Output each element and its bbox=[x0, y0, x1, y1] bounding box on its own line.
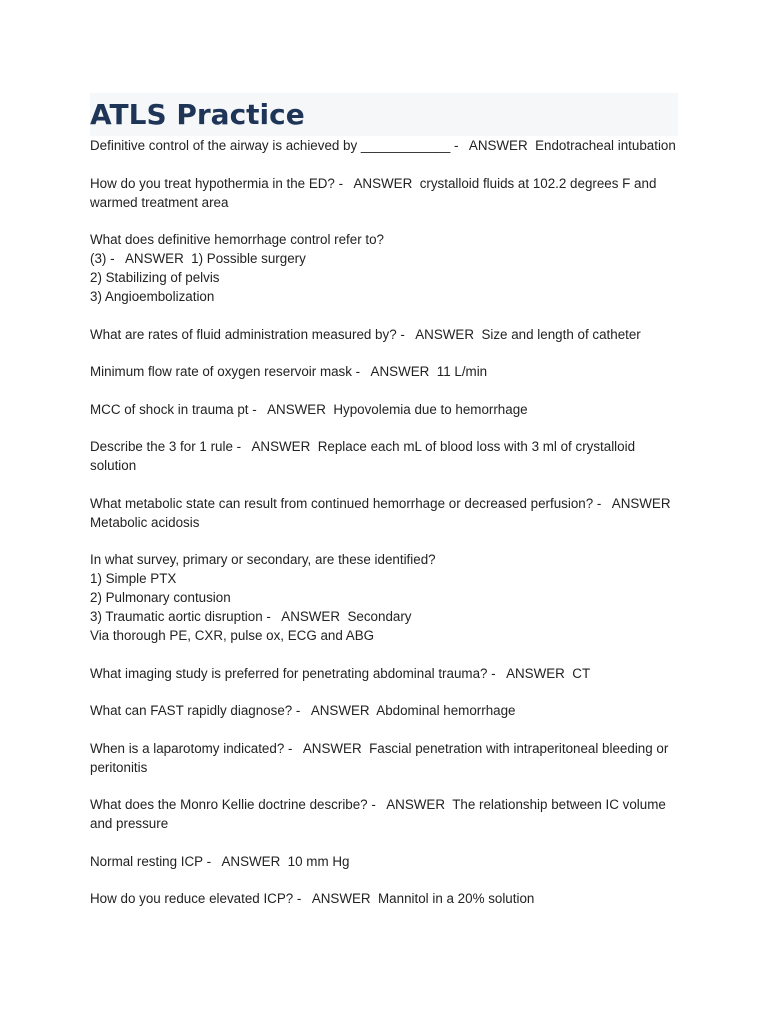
qa-list bbox=[90, 136, 678, 908]
qa-entry: Minimum flow rate of oxygen reservoir mask - ANSWER 11 L/min bbox=[90, 364, 488, 379]
qa-entry: Definitive control of the airway is achieved by ____________ - ANSWER Endotracheal intubation bbox=[90, 138, 676, 153]
qa-entry: Describe the 3 for 1 rule - ANSWER Replace each mL of blood loss with 3 ml of crystalloid solution bbox=[90, 439, 639, 473]
qa-entry: How do you treat hypothermia in the ED? - ANSWER crystalloid fluids at 102.2 degrees F and warmed treatment area bbox=[90, 175, 661, 210]
document-page bbox=[90, 93, 678, 927]
qa-entry: What are rates of fluid administration measured by? - ANSWER Size and length of catheter bbox=[90, 326, 641, 342]
qa-entry: Normal resting ICP - ANSWER 10 mm Hg bbox=[90, 853, 350, 869]
qa-entry: What imaging study is preferred for penetrating abdominal trauma? - ANSWER CT bbox=[90, 665, 591, 681]
qa-entry: What does the Monro Kellie doctrine describe? - ANSWER The relationship between IC volume and pressure bbox=[90, 797, 670, 831]
qa-entry: When is a laparotomy indicated? - ANSWER Fascial penetration with intraperitoneal bleeding or peritonitis bbox=[90, 740, 673, 775]
qa-entry: What metabolic state can result from continued hemorrhage or decreased perfusion? - ANSWER Metabolic acidosis bbox=[90, 495, 678, 530]
qa-entry: What does definitive hemorrhage control refer to? (3) - ANSWER 1) Possible surgery 2) Stabilizing of pelvis 3) Angioembolization bbox=[90, 232, 385, 304]
qa-entry: What can FAST rapidly diagnose? - ANSWER Abdominal hemorrhage bbox=[90, 703, 516, 718]
qa-entry: In what survey, primary or secondary, are these identified? 1) Simple PTX 2) Pulmonary contusion 3) Traumatic aortic disruption - ANSWER Secondary Via thorough PE, CXR, pulse ox, ECG and ABG bbox=[90, 552, 436, 643]
qa-entry: How do you reduce elevated ICP? - ANSWER Mannitol in a 20% solution bbox=[90, 891, 535, 906]
page-title: ATLS Practice bbox=[90, 97, 305, 131]
title-banner bbox=[90, 93, 678, 136]
qa-entry: MCC of shock in trauma pt - ANSWER Hypovolemia due to hemorrhage bbox=[90, 401, 528, 417]
